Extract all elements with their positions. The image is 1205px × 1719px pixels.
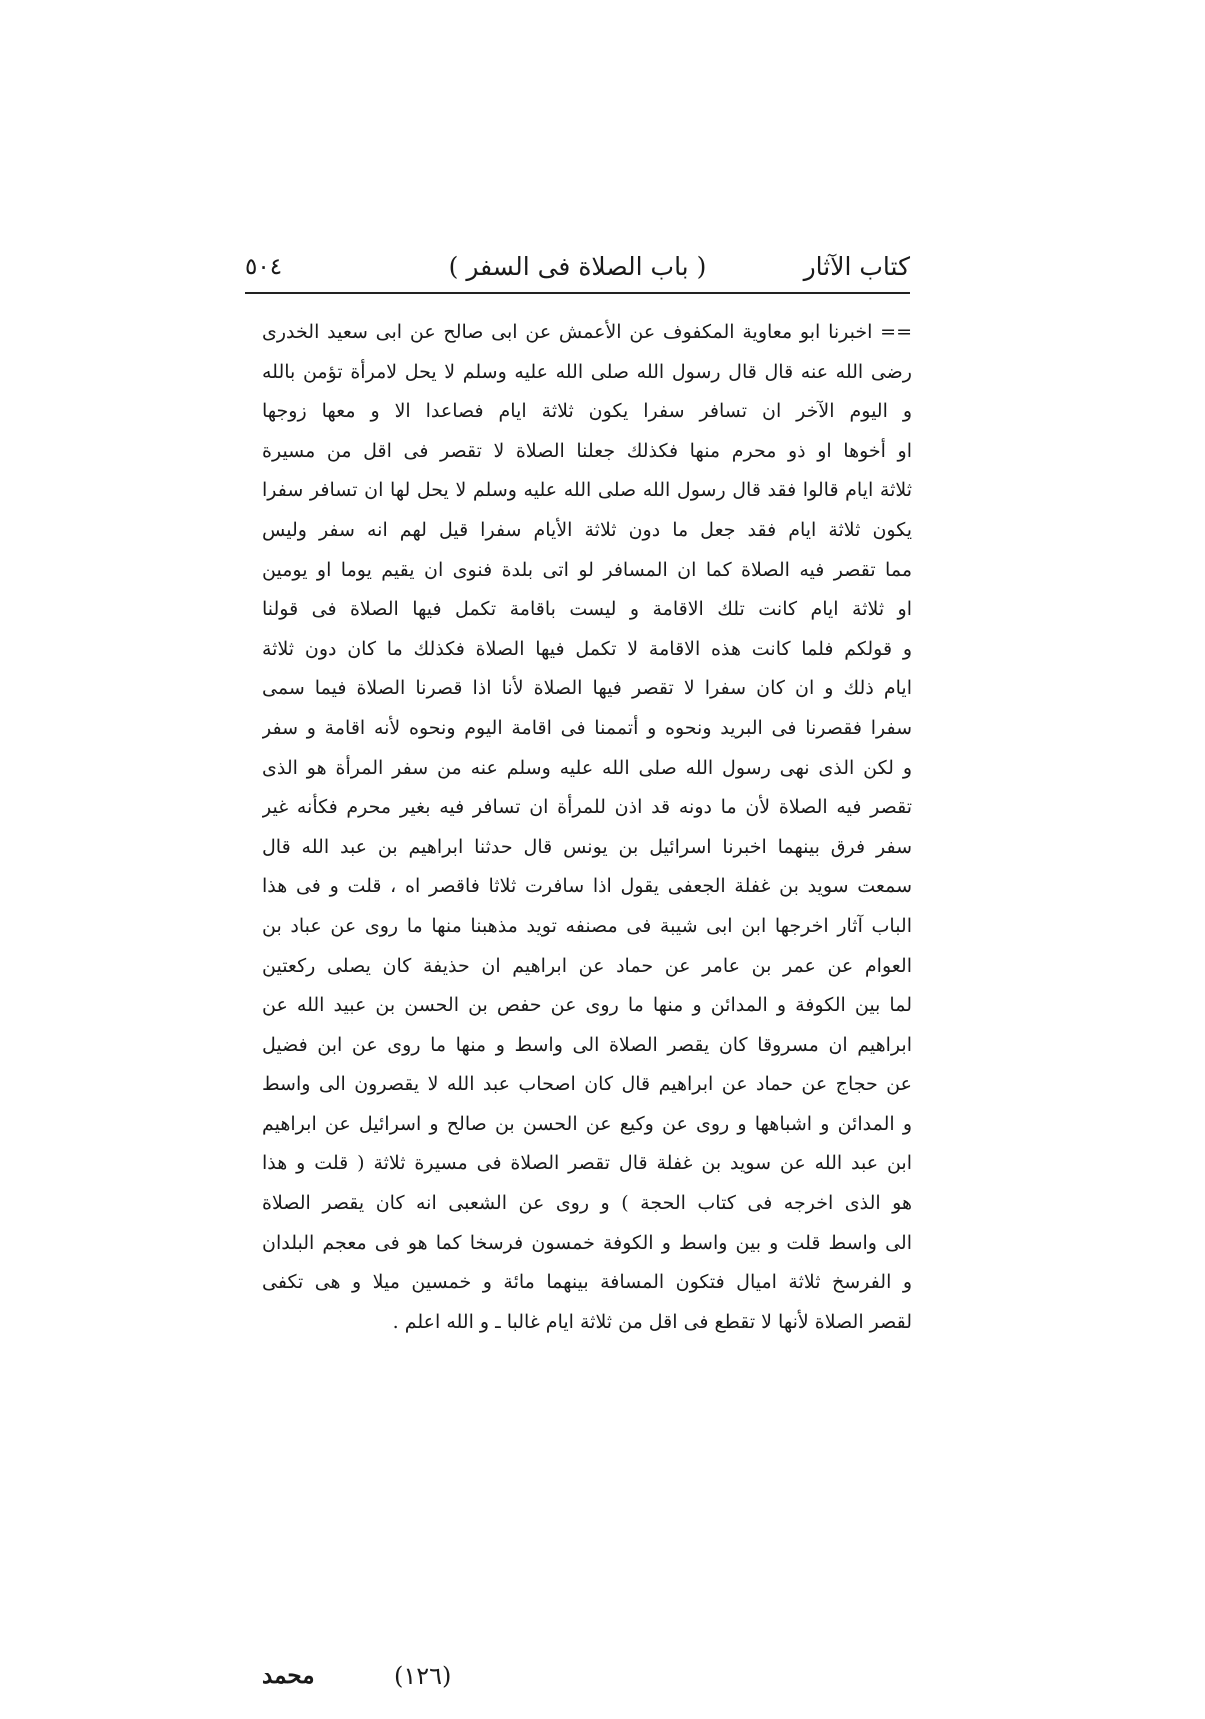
text-line: او ثلاثة ايام كانت تلك الاقامة و ليست باقامة تكمل فيها الصلاة فى قولنا — [262, 598, 912, 621]
text-line: ايام ذلك و ان كان سفرا لا تقصر فيها الصلاة لأنا اذا قصرنا الصلاة فيما سمى — [262, 677, 912, 700]
text-line: و اليوم الآخر ان تسافر سفرا يكون ثلاثة ايام فصاعدا الا و معها زوجها — [262, 400, 912, 423]
text-line: عن حجاج عن حماد عن ابراهيم قال كان اصحاب عبد الله لا يقصرون الى واسط — [262, 1073, 912, 1096]
page-number: ٥٠٤ — [245, 254, 283, 280]
text-line: و المدائن و اشباهها و روى عن وكيع عن الحسن بن صالح و اسرائيل عن ابراهيم — [262, 1112, 912, 1135]
text-line: العوام عن عمر بن عامر عن حماد عن ابراهيم ان حذيفة كان يصلى ركعتين — [262, 954, 912, 977]
text-line: و الفرسخ ثلاثة اميال فتكون المسافة بينهما مائة و خمسين ميلا و هى تكفى — [262, 1271, 912, 1294]
book-title: كتاب الآثار — [803, 252, 910, 281]
text-line: لما بين الكوفة و المدائن و منها ما روى عن حفص بن الحسن بن عبيد الله عن — [262, 994, 912, 1017]
footer-signature: محمد — [262, 1662, 315, 1689]
text-line: لقصر الصلاة لأنها لا تقطع فى اقل من ثلاثة ايام غالبا ـ و الله اعلم . — [392, 1310, 912, 1333]
text-line: == اخبرنا ابو معاوية المكفوف عن الأعمش عن ابى صالح عن ابى سعيد الخدرى — [262, 321, 912, 343]
text-line: الباب آثار اخرجها ابن ابى شيبة فى مصنفه تويد مذهبنا منها ما روى عن عباد بن — [262, 914, 912, 937]
text-line: و قولكم فلما كانت هذه الاقامة لا تكمل فيها الصلاة فكذلك ما كان دون ثلاثة — [262, 637, 912, 660]
page-footer — [262, 1662, 882, 1702]
footer-page-code: (١٢٦) — [394, 1662, 452, 1690]
text-line: و لكن الذى نهى رسول الله صلى الله عليه وسلم عنه من سفر المرأة هو الذى — [262, 756, 912, 779]
text-line: ثلاثة ايام قالوا فقد قال رسول الله صلى الله عليه وسلم لا يحل لها ان تسافر سفرا — [262, 479, 912, 502]
text-line: تقصر فيه الصلاة لأن ما دونه قد اذن للمرأة ان تسافر فيه بغير محرم فكأنه غير — [262, 796, 912, 819]
chapter-title: ( باب الصلاة فى السفر ) — [448, 252, 707, 281]
page-header — [245, 248, 910, 292]
text-line: سفرا فقصرنا فى البريد ونحوه و أتممنا فى اقامة اليوم ونحوه لأنه اقامة و سفر — [262, 716, 912, 739]
text-line: ابراهيم ان مسروقا كان يقصر الصلاة الى واسط و منها ما روى عن ابن فضيل — [262, 1033, 912, 1056]
text-line: رضى الله عنه قال قال رسول الله صلى الله عليه وسلم لا يحل لامرأة تؤمن بالله — [262, 360, 912, 383]
header-divider — [245, 292, 910, 294]
text-line: مما تقصر فيه الصلاة كما ان المسافر لو اتى بلدة فنوى ان يقيم يوما او يومين — [262, 558, 912, 581]
text-line: ابن عبد الله عن سويد بن غفلة قال تقصر الصلاة فى مسيرة ثلاثة ( قلت و هذا — [262, 1152, 912, 1175]
body-text — [262, 313, 912, 1342]
text-line: هو الذى اخرجه فى كتاب الحجة ) و روى عن الشعبى انه كان يقصر الصلاة — [262, 1192, 912, 1215]
text-line: الى واسط قلت و بين واسط و الكوفة خمسون فرسخا كما هو فى معجم البلدان — [262, 1231, 912, 1254]
text-line: يكون ثلاثة ايام فقد جعل ما دون ثلاثة الأيام سفرا قيل لهم انه سفر وليس — [262, 518, 912, 541]
text-line: سمعت سويد بن غفلة الجعفى يقول اذا سافرت ثلاثا فاقصر اه ، قلت و فى هذا — [262, 875, 912, 898]
text-line: سفر فرق بينهما اخبرنا اسرائيل بن يونس قال حدثنا ابراهيم بن عبد الله قال — [262, 835, 912, 858]
text-line: او أخوها او ذو محرم منها فكذلك جعلنا الصلاة لا تقصر فى اقل من مسيرة — [262, 439, 912, 462]
